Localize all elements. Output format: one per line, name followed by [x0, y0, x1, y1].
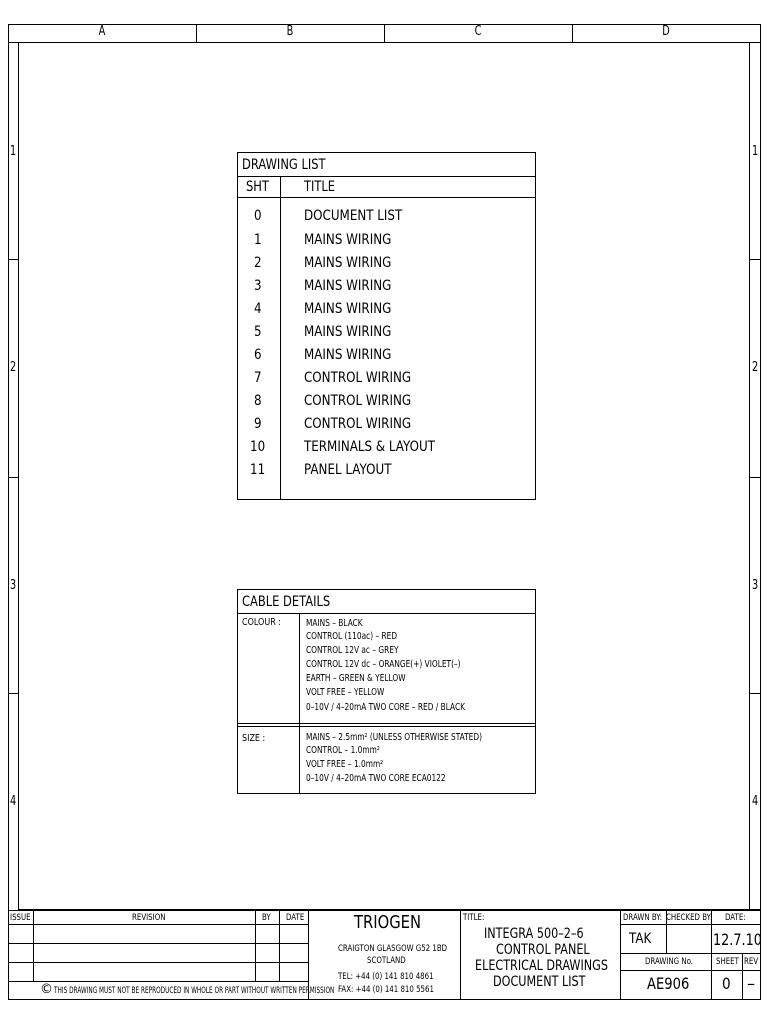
company-col: [460, 910, 461, 1000]
info-col: [711, 910, 712, 1000]
company-address-line2: SCOTLAND: [367, 956, 406, 966]
drawn-by-value: TAK: [629, 931, 652, 947]
drawing-no-value: AE906: [647, 974, 690, 993]
rev-rule: [8, 943, 308, 944]
rev-label: REV: [744, 957, 759, 967]
info-col: [742, 953, 743, 1000]
list-item-title: MAINS WIRING: [304, 278, 392, 294]
list-item-title: PANEL LAYOUT: [304, 462, 392, 478]
drawing-title-line: ELECTRICAL DRAWINGS: [475, 958, 608, 974]
zone-tick: [8, 693, 18, 694]
zone-col-a: A: [98, 24, 106, 39]
zone-strip-right: [749, 42, 750, 910]
zone-row-1-right: 1: [752, 144, 759, 159]
copyright-notice: THIS DRAWING MUST NOT BE REPRODUCED IN WHOLE OR PART WITHOUT WRITTEN PERMISSION: [54, 986, 335, 996]
list-item-title: TERMINALS & LAYOUT: [304, 439, 435, 455]
size-line: CONTROL – 1.0mm²: [306, 745, 380, 756]
company-address-line1: CRAIGTON GLASGOW G52 1BD: [338, 944, 448, 954]
date-col-label: DATE:: [725, 913, 746, 923]
zone-divider: [572, 24, 573, 42]
cable-details-heading: CABLE DETAILS: [242, 594, 331, 610]
zone-divider: [196, 24, 197, 42]
drawing-title-line: CONTROL PANEL: [496, 942, 590, 958]
size-line: 0–10V / 4–20mA TWO CORE ECA0122: [306, 773, 446, 784]
cable-details-rule: [237, 726, 536, 727]
rev-rule: [8, 962, 308, 963]
size-line: VOLT FREE – 1.0mm²: [306, 759, 384, 770]
colour-line: CONTROL (110ac) – RED: [306, 631, 398, 642]
zone-row-3-right: 3: [752, 578, 759, 593]
date-value: 12.7.10: [713, 930, 762, 949]
rev-col: [279, 910, 280, 981]
list-item-title: DOCUMENT LIST: [304, 208, 403, 224]
title-block-top: [8, 910, 761, 911]
list-item-sht: 0: [254, 208, 262, 224]
zone-row-2-left: 2: [10, 360, 17, 375]
list-item-title: MAINS WIRING: [304, 301, 392, 317]
zone-col-d: D: [662, 24, 670, 39]
colour-line: MAINS – BLACK: [306, 618, 363, 629]
zone-tick: [8, 259, 18, 260]
cable-details-rule: [237, 723, 536, 724]
cable-details-col-rule: [299, 613, 300, 794]
drawing-list-rule: [237, 176, 536, 177]
zone-row-1-left: 1: [10, 144, 17, 159]
zone-tick: [749, 259, 761, 260]
rev-rule: [8, 924, 308, 925]
drawing-list-sht-header: SHT: [246, 179, 269, 195]
zone-col-b: B: [286, 24, 294, 39]
date-label: DATE: [286, 913, 305, 923]
list-item-title: MAINS WIRING: [304, 255, 392, 271]
company-fax: FAX: +44 (0) 141 810 5561: [338, 985, 434, 995]
list-item-sht: 3: [254, 278, 262, 294]
revision-label: REVISION: [132, 913, 166, 923]
list-item-title: MAINS WIRING: [304, 347, 392, 363]
list-item-sht: 11: [250, 462, 266, 478]
title-label: TITLE:: [463, 913, 485, 923]
list-item-sht: 8: [254, 393, 262, 409]
list-item-sht: 7: [254, 370, 262, 386]
rev-value: –: [747, 974, 755, 993]
colour-label: COLOUR :: [242, 617, 282, 628]
drawn-by-label: DRAWN BY:: [623, 913, 662, 923]
list-item-sht: 4: [254, 301, 262, 317]
zone-col-c: C: [474, 24, 482, 39]
zone-row-2-right: 2: [752, 360, 759, 375]
copyright-icon: ©: [40, 982, 53, 997]
rev-col: [33, 910, 34, 981]
list-item-title: MAINS WIRING: [304, 232, 392, 248]
company-name: TRIOGEN: [354, 912, 422, 933]
drawing-list-col-rule: [280, 176, 281, 500]
checked-by-label: CHECKED BY:: [666, 913, 713, 923]
info-rule: [620, 970, 761, 971]
sheet-value: 0: [722, 974, 731, 993]
drawing-list-rule: [237, 197, 536, 198]
rev-rule: [8, 981, 308, 982]
list-item-title: CONTROL WIRING: [304, 393, 412, 409]
zone-tick: [749, 693, 761, 694]
list-item-sht: 2: [254, 255, 262, 271]
zone-row-3-left: 3: [10, 578, 17, 593]
list-item-sht: 10: [250, 439, 266, 455]
zone-row-4-right: 4: [752, 794, 759, 809]
size-label: SIZE :: [242, 733, 266, 744]
issue-label: ISSUE: [10, 913, 31, 923]
list-item-sht: 1: [254, 232, 262, 248]
colour-line: CONTROL 12V ac – GREY: [306, 645, 399, 656]
drawing-list-heading: DRAWING LIST: [242, 157, 326, 173]
company-tel: TEL: +44 (0) 141 810 4861: [338, 972, 434, 982]
info-rule: [620, 953, 761, 954]
info-rule: [620, 924, 761, 925]
zone-tick: [749, 477, 761, 478]
list-item-sht: 5: [254, 324, 262, 340]
colour-line: 0–10V / 4–20mA TWO CORE – RED / BLACK: [306, 702, 466, 713]
zone-row-4-left: 4: [10, 794, 17, 809]
list-item-sht: 6: [254, 347, 262, 363]
zone-divider: [384, 24, 385, 42]
list-item-title: CONTROL WIRING: [304, 370, 412, 386]
list-item-title: MAINS WIRING: [304, 324, 392, 340]
zone-strip-left: [18, 42, 19, 910]
sheet-label: SHEET: [716, 957, 739, 967]
cable-details-rule: [237, 613, 536, 614]
rev-col: [255, 910, 256, 981]
colour-line: EARTH – GREEN & YELLOW: [306, 673, 406, 684]
size-line: MAINS – 2.5mm² (UNLESS OTHERWISE STATED): [306, 732, 482, 743]
zone-tick: [8, 477, 18, 478]
drawing-list-title-header: TITLE: [304, 179, 336, 195]
drawing-no-label: DRAWING No.: [645, 957, 694, 967]
list-item-sht: 9: [254, 416, 262, 432]
drawing-title-line: INTEGRA 500–2–6: [484, 926, 584, 942]
by-label: BY: [262, 913, 271, 923]
drawing-title-line: DOCUMENT LIST: [493, 974, 586, 990]
zone-strip-line: [8, 42, 761, 43]
cable-details-table: [237, 589, 536, 794]
colour-line: VOLT FREE – YELLOW: [306, 687, 385, 698]
colour-line: CONTROL 12V dc – ORANGE(+) VIOLET(–): [306, 659, 461, 670]
list-item-title: CONTROL WIRING: [304, 416, 412, 432]
